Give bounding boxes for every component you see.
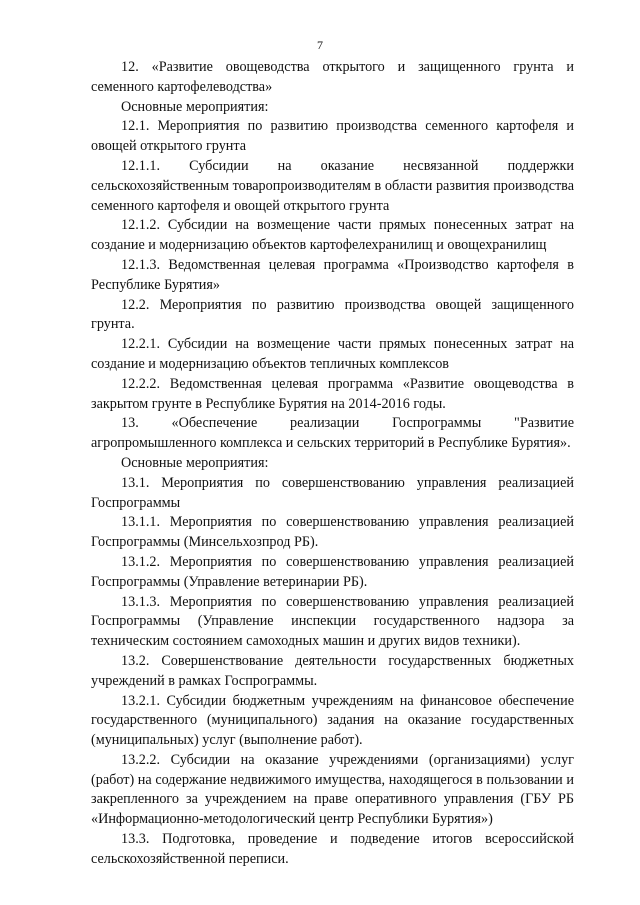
paragraph-12-2: 12.2. Мероприятия по развитию производства овощей защищенного грунта. <box>91 296 574 333</box>
paragraph-13-1: 13.1. Мероприятия по совершенствованию управления реализацией Госпрограммы <box>91 474 574 511</box>
paragraph-13-3: 13.3. Подготовка, проведение и подведение итогов всероссийской сельскохозяйственной переписи. <box>91 831 574 867</box>
page-number: 7 <box>317 38 323 52</box>
paragraph-main-activities: Основные мероприятия: <box>121 98 269 115</box>
paragraph-13-1-3: 13.1.3. Мероприятия по совершенствованию управления реализацией Госпрограммы (Управление инспекции государственного надзора за техническим состоянием самоходных машин и других видов техники). <box>91 593 574 650</box>
paragraph-13-1-2: 13.1.2. Мероприятия по совершенствованию управления реализацией Госпрограммы (Управление ветеринарии РБ). <box>91 553 574 590</box>
paragraph-13-2-2: 13.2.2. Субсидии на оказание учреждениями (организациями) услуг (работ) на содержание недвижимого имущества, находящегося в пользовании и закрепленного за учреждением на праве оперативного управления (ГБУ РБ «Информационно-методологический центр Республики Бурятия») <box>91 751 574 828</box>
section-heading-12: 12. «Развитие овощеводства открытого и защищенного грунта и семенного картофелеводства» <box>91 59 574 95</box>
paragraph-12-2-1: 12.2.1. Субсидии на возмещение части прямых понесенных затрат на создание и модернизацию объектов тепличных комплексов <box>91 336 574 372</box>
paragraph-13-2-1: 13.2.1. Субсидии бюджетным учреждениям на финансовое обеспечение государственного (муниципального) задания на оказание государственных (муниципальных) услуг (выполнение работ). <box>91 692 574 749</box>
paragraph-12-2-2: 12.2.2. Ведомственная целевая программа «Развитие овощеводства в закрытом грунте в Республике Бурятия на 2014-2016 годы. <box>91 375 574 412</box>
paragraph-13-2: 13.2. Совершенствование деятельности государственных бюджетных учреждений в рамках Госпрограммы. <box>91 652 574 689</box>
section-heading-13: 13. «Обеспечение реализации Госпрограммы "Развитие агропромышленного комплекса и сельских территорий в Республике Бурятия». <box>91 415 574 452</box>
paragraph-main-activities: Основные мероприятия: <box>121 454 269 471</box>
paragraph-12-1-2: 12.1.2. Субсидии на возмещение части прямых понесенных затрат на создание и модернизацию объектов картофелехранилищ и овощехранилищ <box>91 217 574 254</box>
paragraph-13-1-1: 13.1.1. Мероприятия по совершенствованию управления реализацией Госпрограммы (Минсельхозпрод РБ). <box>91 514 574 551</box>
paragraph-12-1-1: 12.1.1. Субсидии на оказание несвязанной поддержки сельскохозяйственным товаропроизводителям в области развития производства семенного картофеля и овощей открытого грунта <box>91 157 574 214</box>
document-body <box>91 58 574 870</box>
paragraph-12-1: 12.1. Мероприятия по развитию производства семенного картофеля и овощей открытого грунта <box>91 118 574 155</box>
paragraph-12-1-3: 12.1.3. Ведомственная целевая программа «Производство картофеля в Республике Бурятия» <box>91 256 574 293</box>
